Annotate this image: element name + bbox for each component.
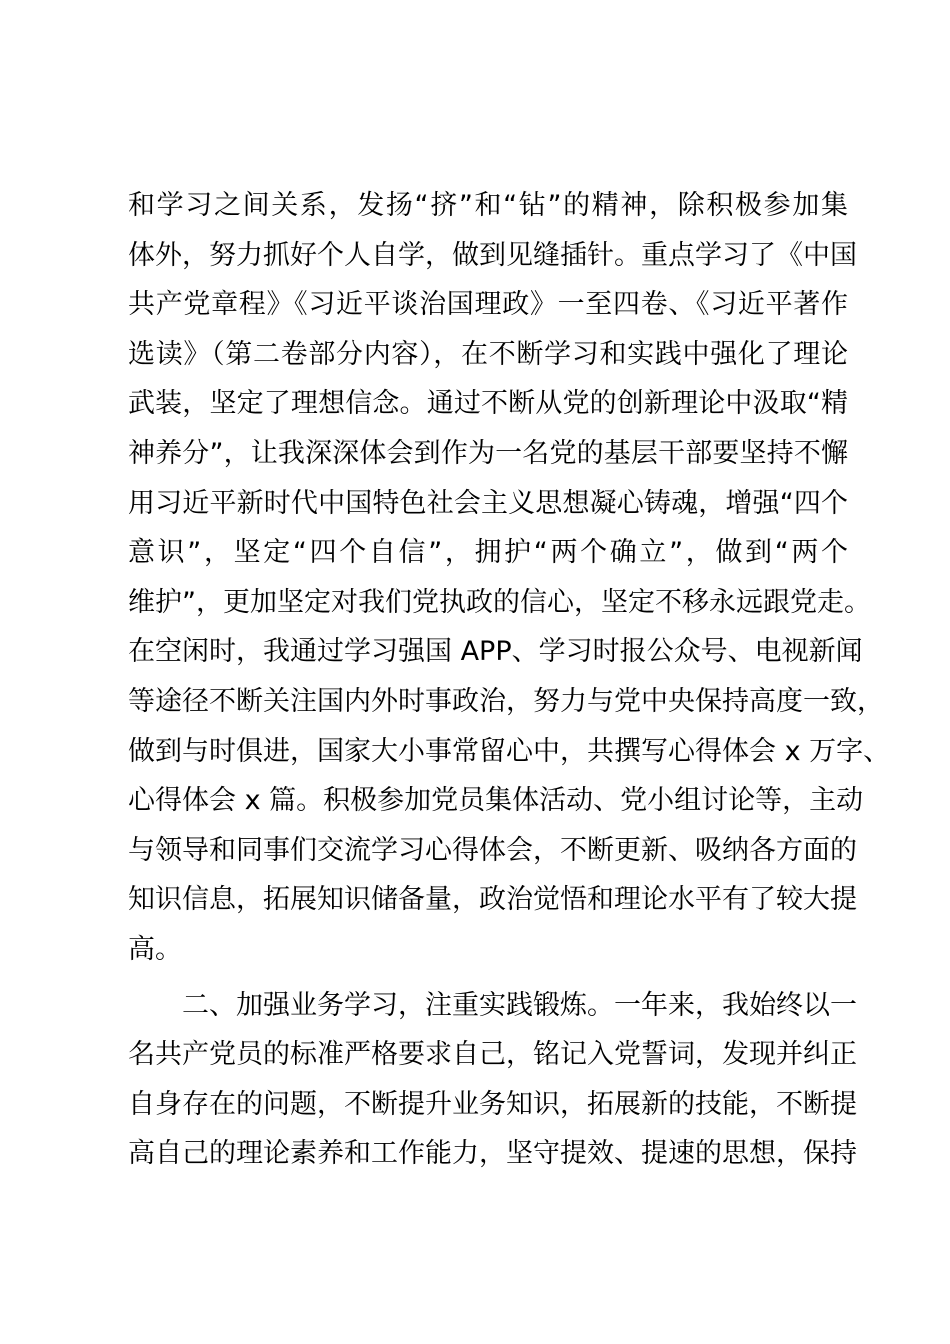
text-line: 等途径不断关注国内外时事政治，努力与党中央保持高度一致， (128, 685, 884, 717)
text-line: 武装，坚定了理想信念。通过不断从党的创新理论中汲取“精 (128, 388, 848, 420)
text-line: 选读》（第二卷部分内容），在不断学习和实践中强化了理论 (128, 338, 848, 370)
text-line: 在空闲时，我通过学习强国 APP、学习时报公众号、电视新闻 (128, 636, 863, 668)
text-line: 意识”，坚定“四个自信”，拥护“两个确立”，做到“两个 (128, 537, 848, 569)
text-line: 共产党章程》《习近平谈治国理政》一至四卷、《习近平著作 (128, 289, 848, 321)
text-line: 心得体会 x 篇。积极参加党员集体活动、党小组讨论等，主动 (128, 785, 864, 817)
text-line: 做到与时俱进，国家大小事常留心中，共撰写心得体会 x 万字、 (128, 735, 891, 767)
text-line: 用习近平新时代中国特色社会主义思想凝心铸魂，增强“四个 (128, 487, 848, 519)
text-line: 知识信息，拓展知识储备量，政治觉悟和理论水平有了较大提 (128, 884, 857, 916)
section-heading-line: 二、加强业务学习，注重实践锻炼。一年来，我始终以一 (128, 989, 857, 1021)
text-line: 神养分”，让我深深体会到作为一名党的基层干部要坚持不懈 (128, 437, 848, 469)
text-line: 和学习之间关系，发扬“挤”和“钻”的精神，除积极参加集 (128, 190, 848, 221)
text-line: 维护”，更加坚定对我们党执政的信心，坚定不移永远跟党走。 (128, 586, 871, 618)
text-line: 自身存在的问题，不断提升业务知识，拓展新的技能，不断提 (128, 1088, 857, 1120)
body-text (128, 181, 891, 1179)
text-line: 与领导和同事们交流学习心得体会，不断更新、吸纳各方面的 (128, 834, 857, 866)
text-line: 名共产党员的标准严格要求自己，铭记入党誓词，发现并纠正 (128, 1039, 857, 1071)
paragraph-end-line: 高。 (128, 933, 182, 965)
text-line: 体外，努力抓好个人自学，做到见缝插针。重点学习了《中国 (128, 239, 857, 271)
text-line: 高自己的理论素养和工作能力，坚守提效、提速的思想，保持 (128, 1138, 857, 1170)
